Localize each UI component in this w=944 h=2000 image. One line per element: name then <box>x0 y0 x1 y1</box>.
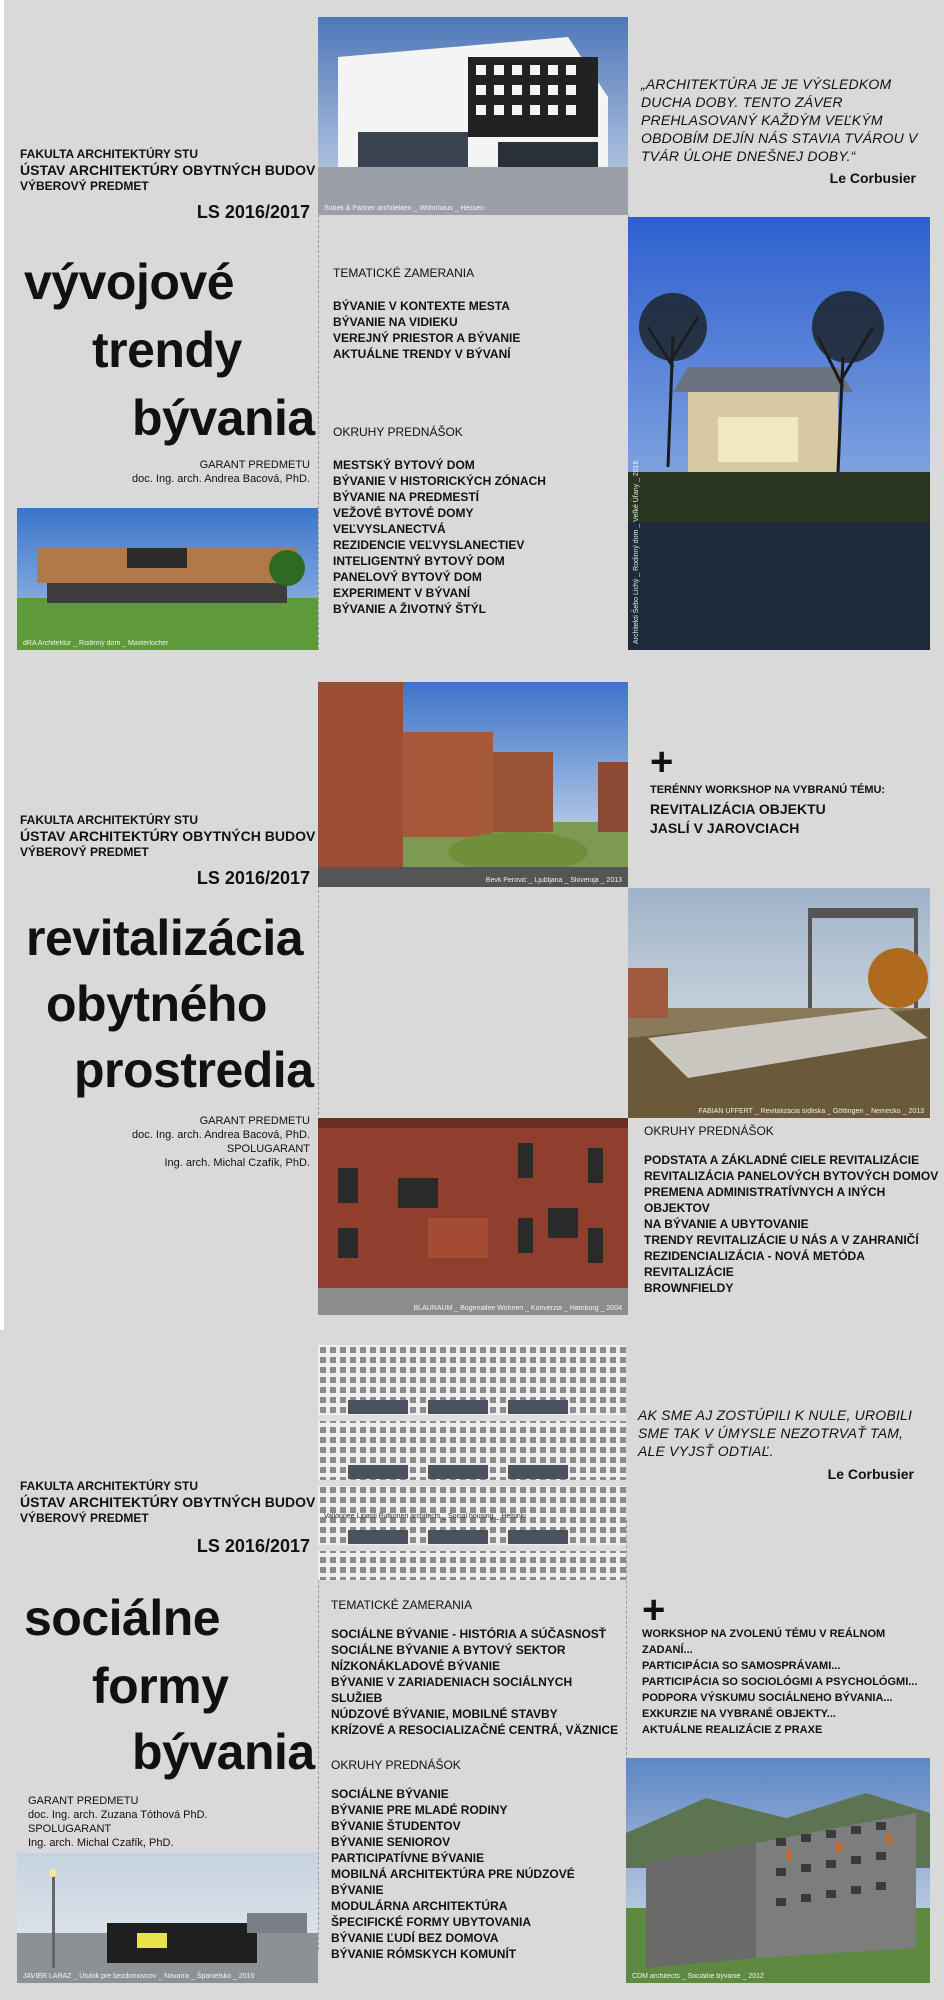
quote-text: „ARCHITEKTÚRA JE JE VÝSLEDKOM DUCHA DOBY. TENTO ZÁVER PREHLASOVANÝ KAŽDÝM VEĽKÝM OBDOBÍM DEJÍN NÁS STAVIA TVÁROU V TVÁR ÚLOHE DNEŠNEJ DOBY.“ <box>641 76 918 164</box>
garant-label: GARANT PREDMETU <box>199 459 310 471</box>
divider <box>318 1570 319 1950</box>
workshop-block <box>650 784 930 838</box>
cogarant-label: SPOLUGARANT <box>28 1823 112 1835</box>
list-item: BÝVANIE RÓMSKYCH KOMUNÍT <box>331 1947 517 1961</box>
term-label: LS 2016/2017 <box>196 868 310 888</box>
list-item: BROWNFIELDY <box>644 1281 734 1295</box>
lectures-block <box>644 1124 939 1296</box>
title-line-1: sociálne <box>24 1590 221 1646</box>
list-item: BÝVANIE PRE MLADÉ RODINY <box>331 1803 508 1817</box>
workshop-title-1: REVITALIZÁCIA OBJEKTU <box>650 801 826 817</box>
list-item: BÝVANIE SENIOROV <box>331 1835 451 1849</box>
list-item: BÝVANIE V HISTORICKÝCH ZÓNACH <box>333 474 546 488</box>
list-item: BÝVANIE ĽUDÍ BEZ DOMOVA <box>331 1931 499 1945</box>
photo-revitalized-courtyard <box>628 888 930 1118</box>
title-line-2: trendy <box>92 322 242 378</box>
lectures-heading: OKRUHY PREDNÁŠOK <box>333 425 463 439</box>
photo-caption: Vallonnee Lipasti Putkonen architects _ Social housing _ Helsinki <box>324 1513 526 1520</box>
cogarant-label: SPOLUGARANT <box>226 1143 310 1155</box>
list-item: INTELIGENTNÝ BYTOVÝ DOM <box>333 554 505 568</box>
title-line-2: obytného <box>46 976 267 1032</box>
list-item: AKTUÁLNE TRENDY V BÝVANÍ <box>333 347 511 361</box>
workshop-list <box>642 1626 938 1738</box>
focus-list <box>331 1626 623 1738</box>
list-item: BÝVANIE NA PREDMESTÍ <box>333 490 480 504</box>
garant-label: GARANT PREDMETU <box>28 1795 139 1807</box>
garant-label: GARANT PREDMETU <box>199 1115 310 1127</box>
quote-text: AK SME AJ ZOSTÚPILI K NULE, UROBILI SME TAK V ÚMYSLE NEZOTRVAŤ TAM, ALE VYJSŤ ODTIAĽ. <box>638 1407 913 1459</box>
photo-villa-wood <box>17 508 318 650</box>
list-item: REZIDENCIE VEĽVYSLANECTIEV <box>333 538 525 552</box>
cogarant-name: Ing. arch. Michal Czafík, PhD. <box>164 1157 310 1169</box>
workshop-title-2: JASLÍ V JAROVCIACH <box>650 820 800 836</box>
lectures-list <box>644 1152 939 1296</box>
term-label: LS 2016/2017 <box>196 1536 310 1556</box>
list-item: PARTICIPATÍVNE BÝVANIE <box>331 1851 485 1865</box>
photo-caption: Sobek & Partner architekten _ Wohnhaus _ Hessen <box>324 205 485 212</box>
list-item: BÝVANIE NA VIDIEKU <box>333 315 458 329</box>
edge-strip <box>0 668 4 1330</box>
lectures-heading: OKRUHY PREDNÁŠOK <box>331 1758 461 1772</box>
list-item: PARTICIPÁCIA SO SAMOSPRÁVAMI... <box>642 1660 841 1672</box>
focus-block <box>331 1598 623 1738</box>
photo-screen-facade <box>318 1345 626 1580</box>
course-type: VÝBEROVÝ PREDMET <box>20 845 149 859</box>
photo-caption: JAVIER LARAZ _ Útulok pre bezdomovcov _ Navarra _ Španielsko _ 2010 <box>23 1973 255 1980</box>
list-item: PODSTATA A ZÁKLADNÉ CIELE REVITALIZÁCIE <box>644 1153 920 1167</box>
photo-caption: Bevk Perović _ Ljubljana _ Slovenija _ 2013 <box>485 877 622 884</box>
list-item: REZIDENCIALIZÁCIA - NOVÁ METÓDA REVITALIZÁCIE <box>644 1249 865 1279</box>
institute-name: ÚSTAV ARCHITEKTÚRY OBYTNÝCH BUDOV <box>20 162 316 178</box>
title-line-1: revitalizácia <box>26 910 304 966</box>
divider <box>318 215 319 650</box>
garant-block <box>28 1794 288 1850</box>
plus-sign: + <box>642 1588 666 1632</box>
lectures-block <box>333 425 623 617</box>
faculty-name: FAKULTA ARCHITEKTÚRY STU <box>20 1479 198 1493</box>
org-block <box>20 146 320 194</box>
list-item: MODULÁRNA ARCHITEKTÚRA <box>331 1899 508 1913</box>
list-item: BÝVANIE V KONTEXTE MESTA <box>333 299 510 313</box>
org-block <box>20 1478 320 1526</box>
focus-heading: TEMATICKÉ ZAMERANIA <box>333 266 475 280</box>
garant-name: doc. Ing. arch. Zuzana Tóthová PhD. <box>28 1809 208 1821</box>
list-item: WORKSHOP NA ZVOLENÚ TÉMU V REÁLNOM ZADANÍ... <box>642 1628 886 1656</box>
list-item: PARTICIPÁCIA SO SOCIOLÓGMI A PSYCHOLÓGMI... <box>642 1676 918 1688</box>
faculty-name: FAKULTA ARCHITEKTÚRY STU <box>20 147 198 161</box>
list-item: BÝVANIE ŠTUDENTOV <box>331 1819 461 1833</box>
plus-sign: + <box>650 740 674 784</box>
focus-heading: TEMATICKÉ ZAMERANIA <box>331 1598 473 1612</box>
divider <box>626 1520 627 1760</box>
garant-name: doc. Ing. arch. Andrea Bacová, PhD. <box>132 1129 310 1141</box>
edge-strip <box>0 0 4 668</box>
list-item: MESTSKÝ BYTOVÝ DOM <box>333 458 475 472</box>
list-item: SOCIÁLNE BÝVANIE A BYTOVÝ SEKTOR <box>331 1643 566 1657</box>
photo-caption: Architekti Šebo Lichý _ Rodinný dom _ Veľké Úľany _ 2016 <box>633 460 640 644</box>
photo-brick-housing <box>318 682 628 887</box>
photo-shelter-dusk <box>17 1853 318 1983</box>
list-item: PREMENA ADMINISTRATÍVNYCH A INÝCH OBJEKTOV <box>644 1185 886 1215</box>
photo-caption: FABIAN UFFERT _ Revitalizácia sídliska _ Göttingen _ Nemecko _ 2013 <box>698 1108 924 1115</box>
list-item: EXKURZIE NA VYBRANÉ OBJEKTY... <box>642 1708 836 1720</box>
lectures-list <box>333 457 623 617</box>
photo-caption: CDM architects _ Sociálne bývanie _ 2012 <box>632 1973 764 1980</box>
list-item: NA BÝVANIE A UBYTOVANIE <box>644 1217 809 1231</box>
course-type: VÝBEROVÝ PREDMET <box>20 1511 149 1525</box>
list-item: ŠPECIFICKÉ FORMY UBYTOVANIA <box>331 1915 532 1929</box>
list-item: SOCIÁLNE BÝVANIE - HISTÓRIA A SÚČASNOSŤ <box>331 1627 607 1641</box>
lectures-heading: OKRUHY PREDNÁŠOK <box>644 1124 774 1138</box>
list-item: PANELOVÝ BYTOVÝ DOM <box>333 570 482 584</box>
photo-villa-perforated <box>318 17 628 215</box>
title-line-3: bývania <box>132 390 315 446</box>
course-type: VÝBEROVÝ PREDMET <box>20 179 149 193</box>
photo-house-night <box>628 217 930 650</box>
photo-red-facade <box>318 1118 628 1315</box>
list-item: TRENDY REVITALIZÁCIE U NÁS A V ZAHRANIČÍ <box>644 1233 919 1247</box>
garant-block <box>60 458 310 486</box>
focus-block <box>333 266 623 362</box>
list-item: NÚDZOVÉ BÝVANIE, MOBILNÉ STAVBY <box>331 1707 558 1721</box>
title-line-3: bývania <box>132 1724 315 1780</box>
institute-name: ÚSTAV ARCHITEKTÚRY OBYTNÝCH BUDOV <box>20 1494 316 1510</box>
workshop-label: TERÉNNY WORKSHOP NA VYBRANÚ TÉMU: <box>650 784 886 796</box>
lectures-list <box>331 1786 623 1962</box>
divider <box>318 880 319 1115</box>
list-item: SOCIÁLNE BÝVANIE <box>331 1787 449 1801</box>
list-item: VEŽOVÉ BYTOVÉ DOMY <box>333 506 474 520</box>
focus-list <box>333 298 623 362</box>
lectures-block <box>331 1758 623 1962</box>
org-block <box>20 812 320 860</box>
list-item: VEĽVYSLANECTVÁ <box>333 522 446 536</box>
list-item: NÍZKONÁKLADOVÉ BÝVANIE <box>331 1659 501 1673</box>
term-label: LS 2016/2017 <box>196 202 310 222</box>
quote-author: Le Corbusier <box>829 170 916 186</box>
list-item: EXPERIMENT V BÝVANÍ <box>333 586 471 600</box>
list-item: VEREJNÝ PRIESTOR A BÝVANIE <box>333 331 521 345</box>
title-line-3: prostredia <box>74 1042 314 1098</box>
photo-social-housing-block <box>626 1758 930 1983</box>
institute-name: ÚSTAV ARCHITEKTÚRY OBYTNÝCH BUDOV <box>20 828 316 844</box>
list-item: AKTUÁLNE REALIZÁCIE Z PRAXE <box>642 1724 823 1736</box>
list-item: KRÍZOVÉ A RESOCIALIZAČNÉ CENTRÁ, VÄZNICE <box>331 1723 619 1737</box>
title-line-1: vývojové <box>24 254 235 310</box>
list-item: PODPORA VÝSKUMU SOCIÁLNEHO BÝVANIA... <box>642 1692 893 1704</box>
garant-name: doc. Ing. arch. Andrea Bacová, PhD. <box>132 473 310 485</box>
photo-caption: dRA Architektúr _ Rodinný dom _ Masterlocher <box>23 640 169 647</box>
list-item: MOBILNÁ ARCHITEKTÚRA PRE NÚDZOVÉ BÝVANIE <box>331 1867 575 1897</box>
cogarant-name: Ing. arch. Michal Czafík, PhD. <box>28 1837 174 1849</box>
quote-author: Le Corbusier <box>827 1466 914 1482</box>
garant-block <box>60 1114 310 1170</box>
photo-caption: BLAURAUM _ Bogenallee Wohnen _ Konverzia _ Hamburg _ 2004 <box>413 1305 622 1312</box>
list-item: REVITALIZÁCIA PANELOVÝCH BYTOVÝCH DOMOV <box>644 1169 939 1183</box>
faculty-name: FAKULTA ARCHITEKTÚRY STU <box>20 813 198 827</box>
list-item: BÝVANIE V ZARIADENIACH SOCIÁLNYCH SLUŽIEB <box>331 1675 573 1705</box>
list-item: BÝVANIE A ŽIVOTNÝ ŠTÝL <box>333 602 486 616</box>
title-line-2: formy <box>92 1658 229 1714</box>
